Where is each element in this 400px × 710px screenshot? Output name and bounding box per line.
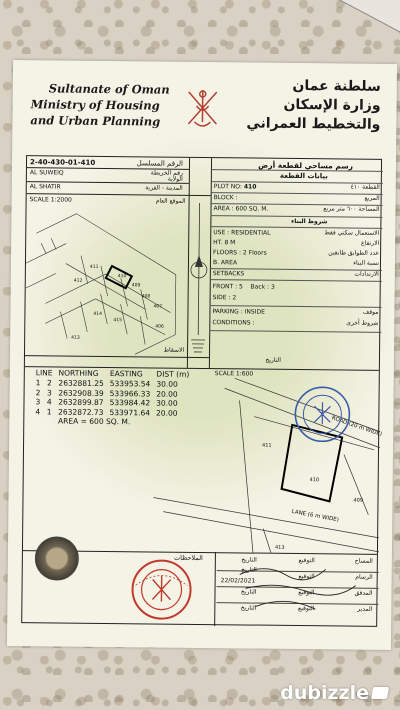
date-label: التاريخ [240, 588, 257, 596]
north-arrow-strip [187, 195, 211, 357]
block-ar: المربع [364, 194, 380, 202]
site-map-footer: الاسقاط [163, 346, 185, 354]
site-plot-label: 414 [93, 311, 103, 317]
col-line: LINE [35, 368, 53, 378]
col-northing: NORTHING [58, 368, 99, 378]
date-label: التاريخ [240, 604, 257, 612]
b-area-row: B. AREA [212, 259, 238, 267]
floors-row: FLOORS : 2 Floors [213, 249, 267, 257]
site-plot-label: 411 [89, 264, 99, 270]
village-label: المدينة - القرية [145, 184, 183, 192]
date-label: التاريخ [241, 566, 257, 574]
header-en-line2: Ministry of Housing [30, 97, 160, 113]
notes-label: الملاحظات [173, 553, 203, 563]
area-ar: المساحة ٦٠٠ متر مربع [323, 205, 380, 213]
role-checker: المدقق [354, 589, 373, 597]
conditions-title: شروط البناء [291, 217, 328, 226]
serial-number: 2-40-430-01-410 [29, 158, 96, 167]
dubizzle-watermark: dubizzle [280, 682, 388, 704]
panel-date-label: التاريخ [265, 356, 281, 364]
table-row: 3 4 2632899.87 533984.42 30.00 [35, 397, 178, 408]
conditions-row: CONDITIONS : [212, 319, 255, 327]
ministry-title-en [30, 80, 169, 129]
role-draftsman: الرسام [355, 573, 373, 581]
sign-label: التوقيع [298, 605, 315, 613]
lane-label: LANE (6 m WIDE) [291, 508, 340, 524]
site-plot-label: 415 [113, 318, 122, 324]
block-row: BLOCK : [213, 194, 238, 202]
use-ar: الاستعمال سكني فقط [324, 229, 380, 237]
table-row: 4 1 2632872.73 533971.64 20.00 [35, 406, 178, 418]
parking-row: PARKING : INSIDE [212, 308, 265, 316]
site-plot-label: 410 [117, 274, 127, 280]
role-surveyor: المساح [354, 557, 373, 565]
oman-emblem-icon [180, 84, 225, 132]
survey-document [7, 60, 397, 650]
approval-date: 22/02/2021 [220, 577, 256, 585]
header-ar-line2: وزارة الإسكان [283, 96, 381, 114]
village-value: AL SHATIR [29, 183, 61, 191]
header-en-line3: and Urban Planning [30, 113, 161, 129]
red-official-stamp-icon [127, 557, 196, 622]
height-ar: الارتفاع [361, 239, 380, 247]
b-area-ar: نسبة البناء [353, 259, 380, 267]
col-dist: DIST (m) [156, 369, 190, 379]
date-label: التاريخ [241, 556, 257, 564]
col-easting: EASTING [109, 369, 143, 379]
header-ar-line3: والتخطيط العمراني [246, 115, 381, 133]
floors-ar: عدد الطوابق طابقين [328, 249, 380, 257]
plot-no-row: PLOT NO: 410 [213, 183, 257, 191]
signature-icon [235, 554, 366, 625]
wilayat-label: الولاية [167, 175, 183, 183]
area-summary: AREA = 600 SQ. M. [58, 416, 131, 427]
table-row: 2 3 2632908.39 533966.33 20.00 [35, 387, 178, 399]
site-map-scale: SCALE 1:2000 [29, 196, 72, 204]
site-plot-label: 408 [141, 294, 151, 300]
site-plan-map [25, 193, 189, 357]
height-row: HT. 8 M [213, 239, 236, 247]
header-en-line1: Sultanate of Oman [48, 81, 170, 97]
area-row: AREA : 600 SQ. M. [213, 205, 269, 213]
detail-plot-label: 410 [309, 477, 320, 484]
header-ar-line1: سلطنة عمان [292, 77, 381, 95]
role-director: المدير [357, 605, 373, 613]
coordinates-table [32, 368, 213, 450]
detail-plot-label: 409 [353, 497, 364, 504]
plot-data-title: بيانات القطعة [279, 171, 328, 181]
site-plot-label: 406 [155, 324, 164, 330]
road-label: ROAD (20 m WIDE) [330, 415, 383, 438]
front-back-row: FRONT : 5 Back : 3 [212, 283, 275, 291]
serial-number-label: الرقم المسلسل [136, 159, 184, 168]
site-plot-label: 412 [73, 278, 83, 284]
sign-label: التوقيع [298, 557, 315, 565]
north-arrow-icon [187, 195, 211, 357]
area-summary-row [32, 416, 192, 427]
use-row: USE : RESIDENTIAL [213, 229, 271, 237]
setbacks-row: SETBACKS [212, 270, 245, 278]
parking-ar: موقف [363, 308, 379, 316]
conditions-ar: شروط أخرى [346, 319, 379, 327]
site-plot-label: 413 [71, 335, 80, 341]
site-map-drawing [25, 193, 189, 357]
map-value: AL SUWEIQ [29, 169, 64, 177]
detail-plot-label: 413 [274, 544, 285, 551]
site-plot-label: 409 [131, 283, 141, 289]
detail-map-scale: SCALE 1:600 [214, 370, 254, 378]
embossed-seal-icon [35, 536, 79, 580]
table-row: 1 2 2632881.25 533953.54 30.00 [35, 378, 178, 389]
setbacks-ar: الارتدادات [354, 270, 379, 278]
plot-data-panel [209, 158, 383, 370]
detail-plot-label: 411 [262, 442, 272, 449]
sign-label: التوقيع [298, 573, 315, 581]
sign-label: التوقيع [298, 589, 315, 597]
corner-paper [338, 0, 400, 37]
tag-icon [371, 687, 389, 699]
site-plot-label: 407 [153, 304, 163, 310]
side-row: SIDE : 2 [212, 294, 237, 302]
blue-ministry-stamp-icon [292, 384, 353, 445]
plot-no-ar: القطعة ٤١٠ [350, 183, 380, 191]
ministry-title-ar [246, 76, 381, 134]
map-label: رقم الخريطة [150, 169, 183, 177]
site-map-title: الموقع العام [155, 197, 186, 205]
survey-title: رسم مساحي لقطعة أرض [258, 160, 354, 171]
